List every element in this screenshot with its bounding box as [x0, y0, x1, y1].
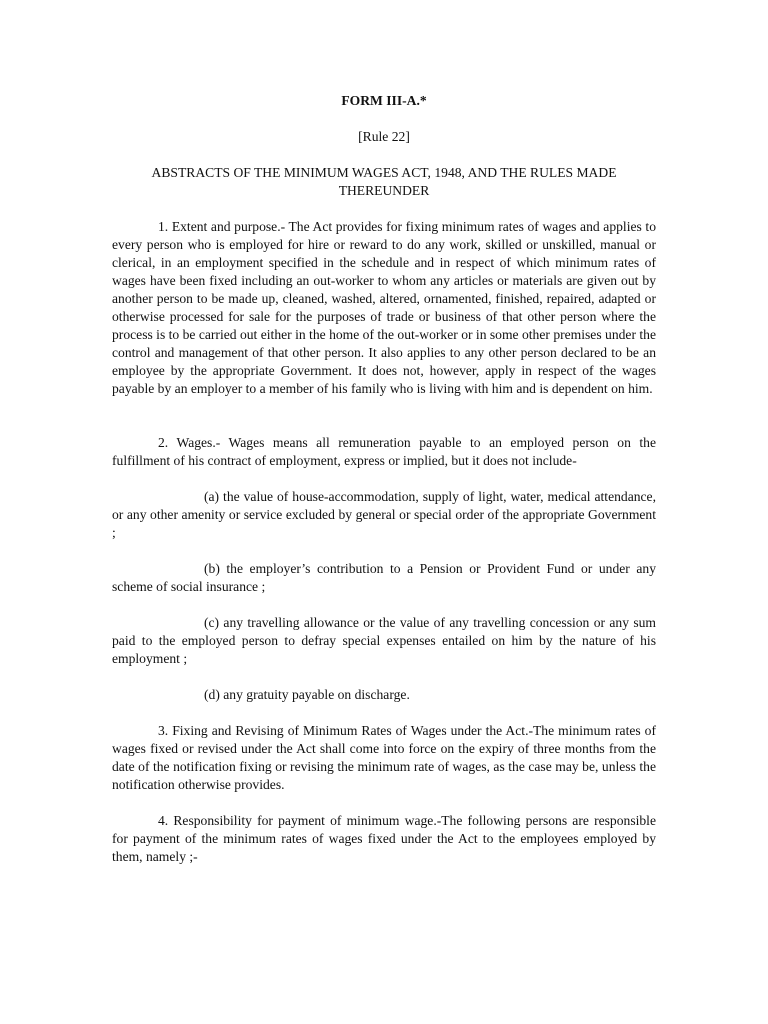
wages-exclusion-d: (d) any gratuity payable on discharge.: [204, 687, 410, 702]
paragraph-extent-and-purpose: 1. Extent and purpose.- The Act provides for fixing minimum rates of wages and applies to every person who is employed for hire or reward to do any work, skilled or unskilled, manual or clerical, in an employment specified in the schedule and in respect of which minimum rates of wages have been fixed including an out-worker to whom any articles or materials are given out by another person to be made up, cleaned, washed, altered, ornamented, finished, repaired, adapted or otherwise processed for sale for the purposes of trade or business of that other person where the process is to be carried out either in the home of the out-worker or in some other premises under the control and management of that other person. It also applies to any other person declared to be an employee by the appropriate Government. It does not, however, apply in respect of the wages payable by an employer to a member of his family who is living with him and is dependent on him.: [112, 219, 656, 396]
document-heading: ABSTRACTS OF THE MINIMUM WAGES ACT, 1948, AND THE RULES MADE THEREUNDER: [151, 165, 617, 198]
paragraph-wages: 2. Wages.- Wages means all remuneration payable to an employed person on the fulfillment of his contract of employment, express or implied, but it does not include-: [112, 435, 656, 468]
wages-exclusion-a: (a) the value of house-accommodation, supply of light, water, medical attendance, or any other amenity or service excluded by general or special order of the appropriate Government ;: [112, 489, 656, 540]
wages-exclusion-c: (c) any travelling allowance or the value of any travelling concession or any sum paid to the employed person to defray special expenses entailed on him by the nature of his employment ;: [112, 615, 656, 666]
wages-exclusion-b: (b) the employer’s contribution to a Pension or Provident Fund or under any scheme of social insurance ;: [112, 561, 656, 594]
form-title: FORM III-A.*: [341, 93, 427, 108]
paragraph-fixing-and-revising: 3. Fixing and Revising of Minimum Rates of Wages under the Act.-The minimum rates of wages fixed or revised under the Act shall come into force on the expiry of three months from the date of the notification fixing or revising the minimum rate of wages, as the case may be, unless the notification otherwise provides.: [112, 723, 656, 792]
paragraph-responsibility: 4. Responsibility for payment of minimum wage.-The following persons are responsible for payment of the minimum rates of wages fixed under the Act to the employees employed by them, namely ;-: [112, 813, 656, 864]
rule-reference: [Rule 22]: [358, 129, 410, 144]
